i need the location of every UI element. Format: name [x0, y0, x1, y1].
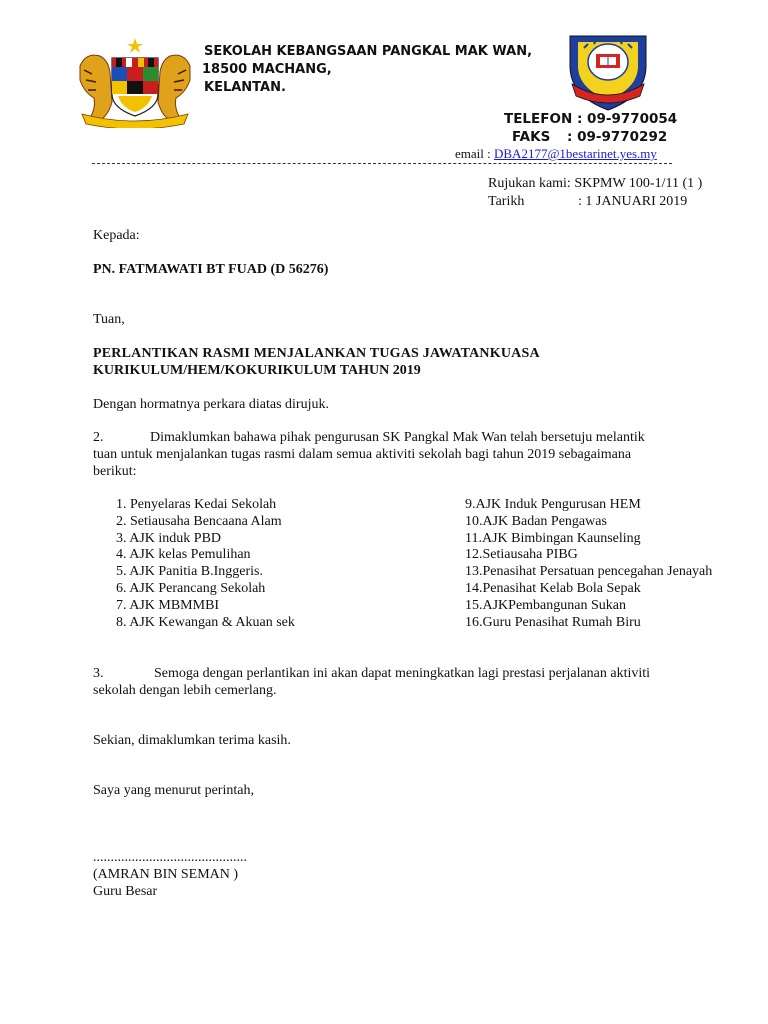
list-item: 15.AJKPembangunan Sukan [465, 597, 626, 613]
email-line [455, 146, 657, 162]
paragraph-2-line-1: Dimaklumkan bahawa pihak pengurusan SK Pangkal Mak Wan telah bersetuju melantik [150, 430, 645, 445]
list-item: 10.AJK Badan Pengawas [465, 513, 607, 529]
paragraph-3-line-1: Semoga dengan perlantikan ini akan dapat meningkatkan lagi prestasi perjalanan aktiviti [154, 666, 651, 681]
email-label: email : [455, 146, 491, 161]
signatory-name: (AMRAN BIN SEMAN ) [93, 867, 239, 882]
closing-remark: Sekian, dimaklumkan terima kasih. [93, 733, 291, 748]
coat-of-arms-logo [74, 36, 196, 128]
list-item: 16.Guru Penasihat Rumah Biru [465, 614, 641, 630]
signatory-title: Guru Besar [93, 884, 158, 899]
school-state: KELANTAN. [204, 80, 286, 95]
list-item: 9.AJK Induk Pengurusan HEM [465, 497, 641, 512]
list-item: 13.Penasihat Persatuan pencegahan Jenayah [465, 564, 713, 580]
school-postcode-city: 18500 MACHANG, [202, 62, 332, 77]
telephone-number: TELEFON : 09-9770054 [504, 111, 678, 127]
list-item: 3. AJK induk PBD [116, 530, 222, 546]
header-divider [92, 163, 672, 164]
list-item: 7. AJK MBMMBI [116, 597, 220, 613]
school-badge-logo [560, 28, 656, 114]
list-item: 5. AJK Panitia B.Inggeris. [116, 564, 263, 580]
list-item: 14.Penasihat Kelab Bola Sepak [465, 580, 641, 596]
date-label: Tarikh [488, 194, 525, 209]
list-item: 6. AJK Perancang Sekolah [116, 580, 266, 596]
list-item: 2. Setiausaha Bencaana Alam [116, 513, 282, 529]
paragraph-2-line-3: berikut: [93, 464, 137, 479]
date-value: : 1 JANUARI 2019 [578, 194, 688, 209]
intro-paragraph: Dengan hormatnya perkara diatas dirujuk. [93, 397, 329, 412]
school-name: SEKOLAH KEBANGSAAN PANGKAL MAK WAN, [204, 44, 533, 59]
duty-list-left [116, 497, 295, 631]
fax-label: FAKS [512, 129, 551, 145]
list-item: 8. AJK Kewangan & Akuan sek [116, 614, 295, 630]
yours-faithfully: Saya yang menurut perintah, [93, 783, 254, 798]
salutation: Tuan, [93, 312, 125, 327]
list-item: 12.Setiausaha PIBG [465, 547, 578, 563]
subject-line-1: PERLANTIKAN RASMI MENJALANKAN TUGAS JAWATANKUASA [93, 346, 540, 361]
recipient-name: PN. FATMAWATI BT FUAD (D 56276) [93, 262, 329, 277]
email-link[interactable]: DBA2177@1bestarinet.yes.my [494, 146, 657, 161]
duty-list-right [465, 497, 712, 631]
reference-number: Rujukan kami: SKPMW 100-1/11 (1 ) [488, 176, 703, 191]
to-label: Kepada: [93, 228, 140, 243]
signature-line: ............................................ [93, 850, 247, 865]
subject-line-2: KURIKULUM/HEM/KOKURIKULUM TAHUN 2019 [93, 363, 421, 378]
list-item: 4. AJK kelas Pemulihan [116, 547, 251, 563]
paragraph-2-line-2: tuan untuk menjalankan tugas rasmi dalam semua aktiviti sekolah bagi tahun 2019 sebagaimana [93, 447, 632, 462]
paragraph-3-line-2: sekolah dengan lebih cemerlang. [93, 683, 277, 698]
fax-number: : 09-9770292 [567, 129, 668, 145]
paragraph-2-number: 2. [93, 430, 104, 445]
list-item: 1. Penyelaras Kedai Sekolah [116, 497, 277, 512]
paragraph-3-number: 3. [93, 666, 104, 681]
list-item: 11.AJK Bimbingan Kaunseling [465, 530, 641, 546]
